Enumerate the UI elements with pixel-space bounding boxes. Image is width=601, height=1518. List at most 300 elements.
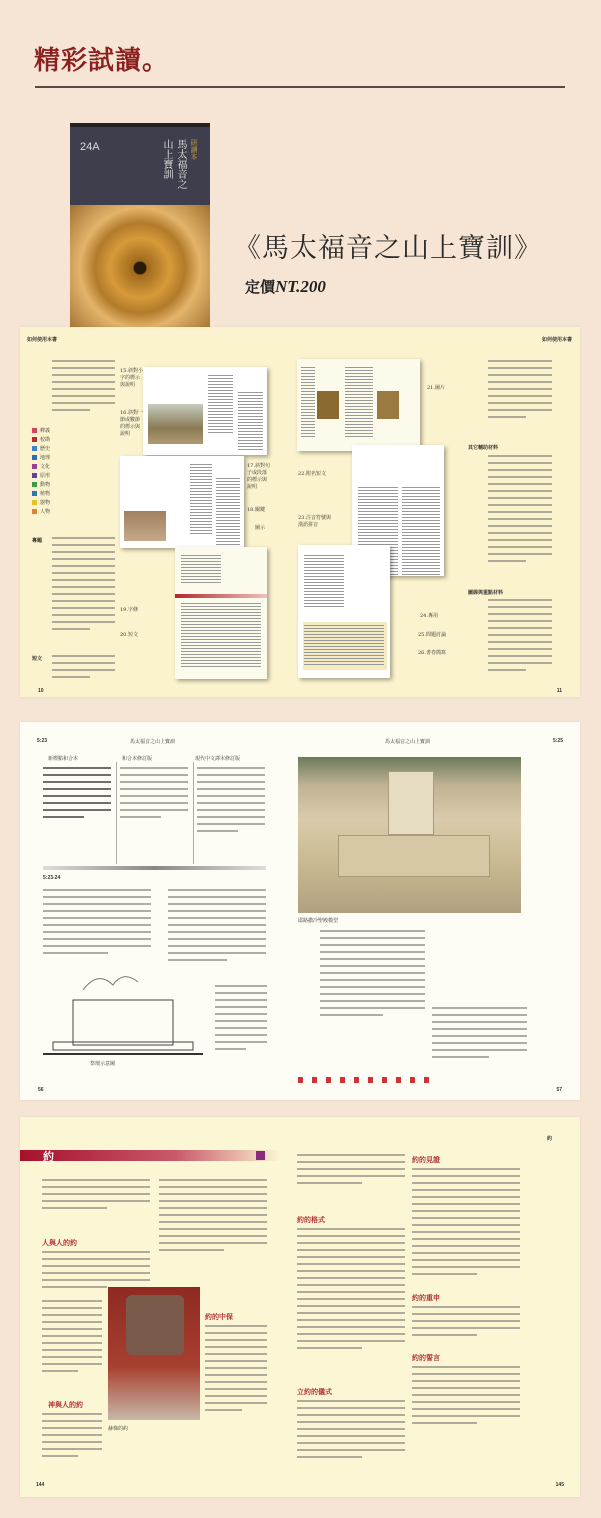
dome-image: [70, 205, 210, 345]
column-header: 和合本修訂版: [122, 756, 153, 762]
text-line: [488, 476, 552, 478]
text-line: [402, 538, 440, 539]
text-line: [488, 388, 552, 390]
artifact-photo: [317, 391, 339, 419]
text-line: [181, 645, 261, 646]
text-line: [205, 1353, 267, 1355]
text-line: [238, 398, 263, 399]
text-line: [488, 539, 552, 541]
text-line: [43, 917, 151, 919]
legend-icon: [32, 437, 37, 442]
photo-caption: 耶路撒冷聖殿模型: [298, 918, 339, 924]
text-line: [216, 526, 240, 527]
book-title: 《馬太福音之山上寶訓》: [234, 233, 542, 264]
text-line: [197, 767, 265, 769]
text-line: [320, 993, 425, 995]
subheading: 神與人的約: [48, 1400, 83, 1409]
text-line: [345, 370, 373, 371]
text-line: [216, 478, 240, 479]
text-line: [402, 541, 440, 542]
text-line: [181, 657, 261, 658]
body-text-block: [215, 985, 267, 1055]
text-line: [488, 525, 552, 527]
body-text-block: [43, 767, 111, 823]
text-line: [402, 508, 440, 509]
legend-icon: [32, 446, 37, 451]
text-line: [208, 411, 233, 412]
text-line: [412, 1238, 520, 1240]
mock-text-column: [304, 625, 384, 667]
text-line: [358, 508, 398, 509]
text-line: [412, 1273, 477, 1275]
text-line: [208, 405, 233, 406]
legend-item: [32, 463, 50, 472]
text-line: [52, 676, 90, 678]
text-line: [402, 526, 440, 527]
text-line: [190, 527, 212, 528]
text-line: [120, 809, 188, 811]
text-line: [215, 1006, 267, 1008]
text-line: [402, 574, 440, 575]
text-line: [297, 1428, 405, 1430]
text-line: [43, 938, 151, 940]
text-line: [304, 555, 344, 556]
callout-label: 圖示: [255, 525, 266, 531]
body-text-block: [488, 455, 552, 567]
entry-title: 約: [43, 1150, 54, 1163]
text-line: [190, 479, 212, 480]
text-line: [190, 482, 212, 483]
body-text-block: [42, 1413, 102, 1462]
text-line: [52, 367, 115, 369]
text-line: [297, 1435, 405, 1437]
text-line: [181, 558, 221, 559]
text-line: [297, 1228, 405, 1230]
text-line: [238, 449, 263, 450]
mock-text-column: [402, 487, 440, 576]
text-line: [168, 910, 266, 912]
text-line: [190, 524, 212, 525]
callout-label: 20.短文: [120, 632, 138, 638]
body-text-block: [43, 889, 151, 959]
text-line: [52, 402, 115, 404]
text-line: [208, 396, 233, 397]
text-line: [304, 588, 344, 589]
text-line: [120, 795, 188, 797]
text-line: [320, 986, 425, 988]
text-line: [42, 1307, 102, 1309]
text-line: [52, 607, 115, 609]
text-line: [402, 520, 440, 521]
text-line: [197, 802, 265, 804]
sample-spread-commentary: [20, 722, 580, 1100]
text-line: [43, 903, 151, 905]
text-line: [205, 1388, 267, 1390]
callout-label: 16.斜對一節或數節的標示與說明: [120, 410, 143, 437]
callout-label: 19.字條: [120, 607, 138, 613]
text-line: [190, 473, 212, 474]
text-line: [159, 1179, 267, 1181]
text-line: [238, 404, 263, 405]
text-line: [358, 496, 398, 497]
text-line: [301, 427, 315, 428]
text-line: [120, 802, 188, 804]
text-line: [216, 541, 240, 542]
text-line: [320, 930, 425, 932]
text-line: [43, 767, 111, 769]
text-line: [358, 517, 398, 518]
text-line: [216, 481, 240, 482]
text-line: [52, 558, 115, 560]
text-line: [181, 654, 261, 655]
callout-label: 24.專用: [420, 613, 438, 619]
text-line: [304, 591, 344, 592]
text-line: [190, 509, 212, 510]
mock-text-column: [181, 603, 261, 669]
text-line: [43, 781, 111, 783]
text-line: [181, 606, 261, 607]
text-line: [215, 992, 267, 994]
text-line: [42, 1251, 150, 1253]
text-line: [412, 1394, 520, 1396]
text-line: [402, 517, 440, 518]
text-line: [301, 424, 315, 425]
text-line: [181, 555, 221, 556]
text-line: [42, 1193, 150, 1195]
temple-model-photo: [298, 757, 521, 913]
text-line: [238, 443, 263, 444]
body-text-block: [488, 599, 552, 676]
legend-label: 原形: [40, 473, 51, 479]
text-line: [345, 391, 373, 392]
legend-item: [32, 427, 50, 436]
text-line: [208, 375, 233, 376]
legend-label: 人物: [40, 509, 51, 515]
text-line: [488, 374, 552, 376]
text-line: [43, 896, 151, 898]
body-text-block: [52, 360, 115, 416]
text-line: [42, 1200, 150, 1202]
text-line: [412, 1306, 520, 1308]
text-line: [159, 1214, 267, 1216]
text-line: [42, 1342, 102, 1344]
text-line: [216, 544, 240, 545]
legend-label: 釋義: [40, 428, 51, 434]
text-line: [412, 1182, 520, 1184]
term: 其它輔助材料: [468, 445, 499, 451]
text-line: [52, 662, 115, 664]
text-line: [208, 393, 233, 394]
text-line: [168, 938, 266, 940]
body-text-block: [412, 1306, 520, 1341]
text-line: [120, 816, 161, 818]
text-line: [304, 585, 344, 586]
text-line: [52, 614, 115, 616]
text-line: [304, 661, 384, 662]
sample-spread-dictionary: [20, 1117, 580, 1497]
price-value: NT.200: [275, 277, 326, 296]
text-line: [197, 830, 238, 832]
text-line: [345, 424, 373, 425]
legend-icon: [32, 500, 37, 505]
text-line: [345, 433, 373, 434]
text-line: [412, 1210, 520, 1212]
text-line: [488, 381, 552, 383]
body-text-block: [488, 360, 552, 423]
text-line: [205, 1346, 267, 1348]
text-line: [52, 565, 115, 567]
text-line: [301, 436, 315, 437]
text-line: [181, 621, 261, 622]
text-line: [168, 917, 266, 919]
page-number: 57: [556, 1087, 562, 1093]
text-line: [345, 421, 373, 422]
text-line: [304, 573, 344, 574]
text-line: [488, 490, 552, 492]
text-line: [301, 382, 315, 383]
text-line: [208, 432, 233, 433]
text-line: [190, 476, 212, 477]
text-line: [216, 499, 240, 500]
cover-title-1: 馬太福音之: [175, 139, 186, 189]
text-line: [181, 579, 221, 580]
text-line: [402, 535, 440, 536]
text-line: [488, 395, 552, 397]
text-line: [412, 1189, 520, 1191]
text-line: [42, 1258, 150, 1260]
text-line: [42, 1413, 102, 1415]
text-line: [412, 1266, 520, 1268]
text-line: [216, 490, 240, 491]
text-line: [205, 1409, 242, 1411]
text-line: [412, 1259, 520, 1261]
text-line: [168, 903, 266, 905]
body-text-block: [412, 1168, 520, 1280]
column-header: 新標點和合本: [48, 756, 79, 762]
text-line: [304, 628, 384, 629]
text-line: [181, 624, 261, 625]
text-line: [345, 406, 373, 407]
text-line: [238, 395, 263, 396]
callout-label: 17.斜對句子或段落的標示與說明: [247, 463, 270, 490]
text-line: [345, 376, 373, 377]
text-line: [488, 613, 552, 615]
text-line: [402, 547, 440, 548]
text-line: [208, 402, 233, 403]
text-line: [297, 1182, 362, 1184]
text-line: [345, 412, 373, 413]
callout-label: 15.斜對小字的標示與說明: [120, 368, 143, 388]
text-line: [190, 500, 212, 501]
term: 專題: [32, 538, 43, 544]
text-line: [159, 1186, 267, 1188]
legend-item: [32, 481, 50, 490]
body-text-block: [52, 537, 115, 635]
text-line: [297, 1340, 405, 1342]
text-line: [197, 816, 265, 818]
mock-text-column: [216, 478, 240, 548]
text-line: [238, 428, 263, 429]
text-line: [43, 910, 151, 912]
text-line: [301, 415, 315, 416]
text-line: [42, 1207, 107, 1209]
text-line: [52, 593, 115, 595]
altar-drawing: [43, 970, 203, 1056]
text-line: [488, 497, 552, 499]
term: 圖線與重點材料: [468, 590, 504, 596]
text-line: [52, 374, 115, 376]
text-line: [345, 403, 373, 404]
text-line: [190, 464, 212, 465]
text-line: [216, 487, 240, 488]
text-line: [402, 568, 440, 569]
text-line: [412, 1366, 520, 1368]
text-line: [215, 1048, 246, 1050]
text-line: [297, 1235, 405, 1237]
text-line: [301, 433, 315, 434]
text-line: [358, 511, 398, 512]
text-line: [159, 1221, 267, 1223]
page-mockup: [175, 547, 267, 679]
text-line: [304, 625, 384, 626]
text-line: [358, 514, 398, 515]
text-line: [208, 378, 233, 379]
text-line: [358, 520, 398, 521]
text-line: [181, 615, 261, 616]
cover-series: 研讀本: [190, 139, 198, 160]
text-line: [215, 985, 267, 987]
text-line: [345, 418, 373, 419]
text-line: [412, 1245, 520, 1247]
text-line: [301, 430, 315, 431]
text-line: [297, 1270, 405, 1272]
legend-icon: [32, 473, 37, 478]
text-line: [488, 546, 552, 548]
text-line: [216, 520, 240, 521]
term: 短文: [32, 656, 43, 662]
text-line: [412, 1168, 520, 1170]
text-line: [488, 455, 552, 457]
text-line: [488, 518, 552, 520]
text-line: [216, 493, 240, 494]
text-line: [297, 1161, 405, 1163]
text-line: [168, 945, 266, 947]
text-line: [42, 1279, 150, 1281]
text-line: [402, 532, 440, 533]
text-line: [52, 655, 115, 657]
text-line: [412, 1203, 520, 1205]
body-text-block: [197, 767, 265, 837]
text-line: [42, 1265, 150, 1267]
text-line: [238, 416, 263, 417]
text-line: [52, 669, 115, 671]
text-line: [304, 634, 384, 635]
text-line: [304, 576, 344, 577]
text-line: [205, 1360, 267, 1362]
text-line: [181, 639, 261, 640]
text-line: [304, 664, 384, 665]
text-line: [297, 1242, 405, 1244]
text-line: [42, 1356, 102, 1358]
text-line: [43, 889, 151, 891]
text-line: [52, 388, 115, 390]
legend-item: [32, 454, 50, 463]
body-text-block: [205, 1325, 267, 1416]
body-text-block: [52, 655, 115, 683]
text-line: [181, 633, 261, 634]
text-line: [345, 388, 373, 389]
text-line: [297, 1284, 405, 1286]
book-cover[interactable]: [70, 123, 210, 345]
text-line: [488, 648, 552, 650]
text-line: [412, 1401, 520, 1403]
text-line: [215, 999, 267, 1001]
text-line: [345, 394, 373, 395]
text-line: [345, 385, 373, 386]
text-line: [402, 562, 440, 563]
text-line: [402, 490, 440, 491]
body-text-block: [42, 1179, 150, 1214]
text-line: [297, 1277, 405, 1279]
text-line: [120, 788, 188, 790]
text-line: [304, 564, 344, 565]
text-line: [43, 931, 151, 933]
text-line: [168, 896, 266, 898]
text-line: [52, 409, 90, 411]
text-line: [197, 823, 265, 825]
text-line: [238, 401, 263, 402]
text-line: [402, 487, 440, 488]
text-line: [320, 1007, 425, 1009]
text-line: [402, 550, 440, 551]
text-line: [216, 532, 240, 533]
legend-label: 校勘: [40, 437, 51, 443]
text-line: [301, 412, 315, 413]
text-line: [238, 434, 263, 435]
text-line: [208, 417, 233, 418]
text-line: [488, 511, 552, 513]
text-line: [159, 1242, 267, 1244]
text-line: [358, 526, 398, 527]
text-line: [488, 469, 552, 471]
text-line: [304, 649, 384, 650]
text-line: [402, 556, 440, 557]
text-line: [42, 1179, 150, 1181]
text-line: [297, 1319, 405, 1321]
text-line: [488, 634, 552, 636]
callout-label: 25.問題討論: [418, 632, 446, 638]
text-line: [216, 496, 240, 497]
text-line: [42, 1314, 102, 1316]
text-line: [216, 529, 240, 530]
text-line: [488, 409, 552, 411]
text-line: [238, 413, 263, 414]
body-text-block: [297, 1228, 405, 1354]
mock-text-column: [301, 367, 315, 439]
text-line: [42, 1427, 102, 1429]
text-line: [297, 1263, 405, 1265]
subheading: 人與人的約: [42, 1238, 77, 1247]
text-line: [208, 429, 233, 430]
text-line: [297, 1442, 405, 1444]
text-line: [488, 641, 552, 643]
body-text-block: [297, 1154, 405, 1189]
section-title: 精彩試讀。: [34, 46, 170, 76]
text-line: [304, 606, 344, 607]
text-line: [402, 496, 440, 497]
text-line: [43, 809, 111, 811]
text-line: [208, 426, 233, 427]
